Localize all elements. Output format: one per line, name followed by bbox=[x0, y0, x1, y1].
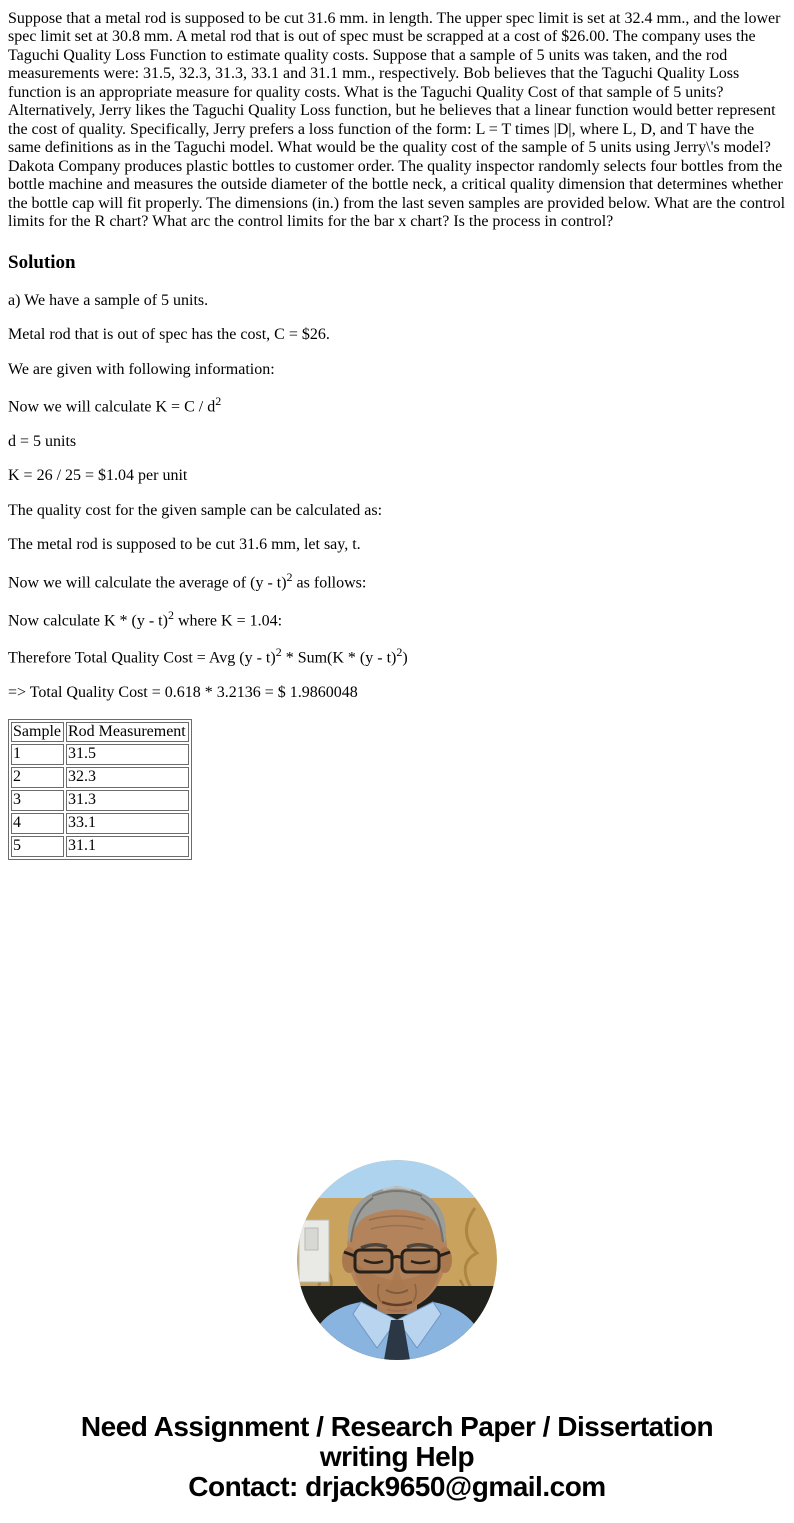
text-segment: K = 26 / 25 = $1.04 per unit bbox=[8, 467, 188, 485]
solution-paragraph bbox=[8, 395, 786, 417]
solution-heading: Solution bbox=[8, 251, 76, 273]
person-avatar bbox=[297, 1160, 497, 1360]
table-cell: 33.1 bbox=[66, 813, 189, 834]
text-segment: d = 5 units bbox=[8, 432, 77, 450]
solution-paragraph bbox=[8, 326, 786, 344]
superscript: 2 bbox=[275, 645, 282, 660]
table-header-rod-measurement: Rod Measurement bbox=[66, 722, 189, 743]
avatar-wrap bbox=[297, 1160, 497, 1360]
solution-paragraph bbox=[8, 571, 786, 593]
table-cell: 2 bbox=[11, 767, 64, 788]
table-cell: 31.5 bbox=[66, 744, 189, 765]
text-segment: Metal rod that is out of spec has the cost, C = $26. bbox=[8, 326, 330, 344]
solution-paragraph bbox=[8, 609, 786, 631]
text-segment: ) bbox=[402, 649, 408, 667]
measurement-table bbox=[8, 719, 192, 860]
footer-help-line-1: Need Assignment / Research Paper / Dissertation bbox=[80, 1411, 714, 1442]
table-header-row bbox=[11, 722, 189, 743]
glasses bbox=[355, 1250, 392, 1272]
text-segment: Now we will calculate the average of (y - t) bbox=[8, 574, 287, 592]
table-cell: 32.3 bbox=[66, 767, 189, 788]
solution-paragraph bbox=[8, 684, 786, 702]
solution-paragraph bbox=[8, 467, 786, 485]
text-segment: => Total Quality Cost = 0.618 * 3.2136 = $ 1.9860048 bbox=[8, 684, 358, 702]
table-body bbox=[11, 744, 189, 857]
solution-body bbox=[8, 292, 786, 703]
text-segment: * Sum(K * (y - t) bbox=[281, 649, 397, 667]
table-cell: 5 bbox=[11, 836, 64, 857]
superscript: 2 bbox=[396, 645, 403, 660]
text-segment: a) We have a sample of 5 units. bbox=[8, 291, 209, 309]
footer-contact-email: Contact: drjack9650@gmail.com bbox=[188, 1471, 606, 1502]
table-cell: 31.3 bbox=[66, 790, 189, 811]
table-cell: 31.1 bbox=[66, 836, 189, 857]
table-row bbox=[11, 790, 189, 811]
superscript: 2 bbox=[167, 607, 174, 622]
text-segment: The quality cost for the given sample can be calculated as: bbox=[8, 501, 383, 519]
table-row bbox=[11, 767, 189, 788]
solution-paragraph bbox=[8, 433, 786, 451]
table-row bbox=[11, 836, 189, 857]
table-cell: 1 bbox=[11, 744, 64, 765]
solution-paragraph bbox=[8, 646, 786, 668]
footer-help-line-2: writing Help bbox=[319, 1441, 475, 1472]
text-segment: Now we will calculate K = C / d bbox=[8, 398, 216, 416]
solution-paragraph bbox=[8, 502, 786, 520]
text-segment: Therefore Total Quality Cost = Avg (y - t) bbox=[8, 649, 276, 667]
problem-statement: Suppose that a metal rod is supposed to be cut 31.6 mm. in length. The upper spec limit is set at 32.4 mm., and the lower spec limit set at 30.8 mm. A metal rod that is out of spec must be scrapped at a cost of $26.00. The company uses the Taguchi Quality Loss Function to estimate quality costs. Suppose that a sample of 5 units was taken, and the rod measurements were: 31.5, 32.3, 31.3, 33.1 and 31.1 mm., respectively. Bob believes that the Taguchi Quality Loss function is an appropriate measure for quality costs. What is the Taguchi Quality Cost of that sample of 5 units? Alternatively, Jerry likes the Taguchi Quality Loss function, but he believes that a linear function would better represent the cost of quality. Specifically, Jerry prefers a loss function of the form: L = T times |D|, where L, D, and T have the same definitions as in the Taguchi model. What would be the quality cost of the sample of 5 units using Jerry\'s model? Dakota Company produces plastic bottles to customer order. The quality inspector randomly selects four bottles from the bottle machine and measures the outside diameter of the bottle neck, a critical quality dimension that determines whether the bottle cap will fit properly. The dimensions (in.) from the last seven samples are provided below. What are the control limits for the R chart? What arc the control limits for the bar x chart? Is the process in control? bbox=[8, 10, 786, 231]
table-cell: 3 bbox=[11, 790, 64, 811]
text-segment: as follows: bbox=[292, 574, 367, 592]
text-segment: Now calculate K * (y - t) bbox=[8, 611, 168, 629]
superscript: 2 bbox=[286, 569, 293, 584]
solution-paragraph bbox=[8, 292, 786, 310]
solution-paragraph bbox=[8, 361, 786, 379]
table-row bbox=[11, 744, 189, 765]
superscript: 2 bbox=[215, 394, 222, 409]
table-header-sample: Sample bbox=[11, 722, 64, 743]
table-row bbox=[11, 813, 189, 834]
table-cell: 4 bbox=[11, 813, 64, 834]
document-page bbox=[8, 10, 786, 1502]
footer-banner bbox=[8, 1412, 786, 1502]
text-segment: The metal rod is supposed to be cut 31.6 mm, let say, t. bbox=[8, 536, 361, 554]
text-segment: where K = 1.04: bbox=[173, 611, 283, 629]
text-segment: We are given with following information: bbox=[8, 360, 275, 378]
solution-paragraph bbox=[8, 536, 786, 554]
